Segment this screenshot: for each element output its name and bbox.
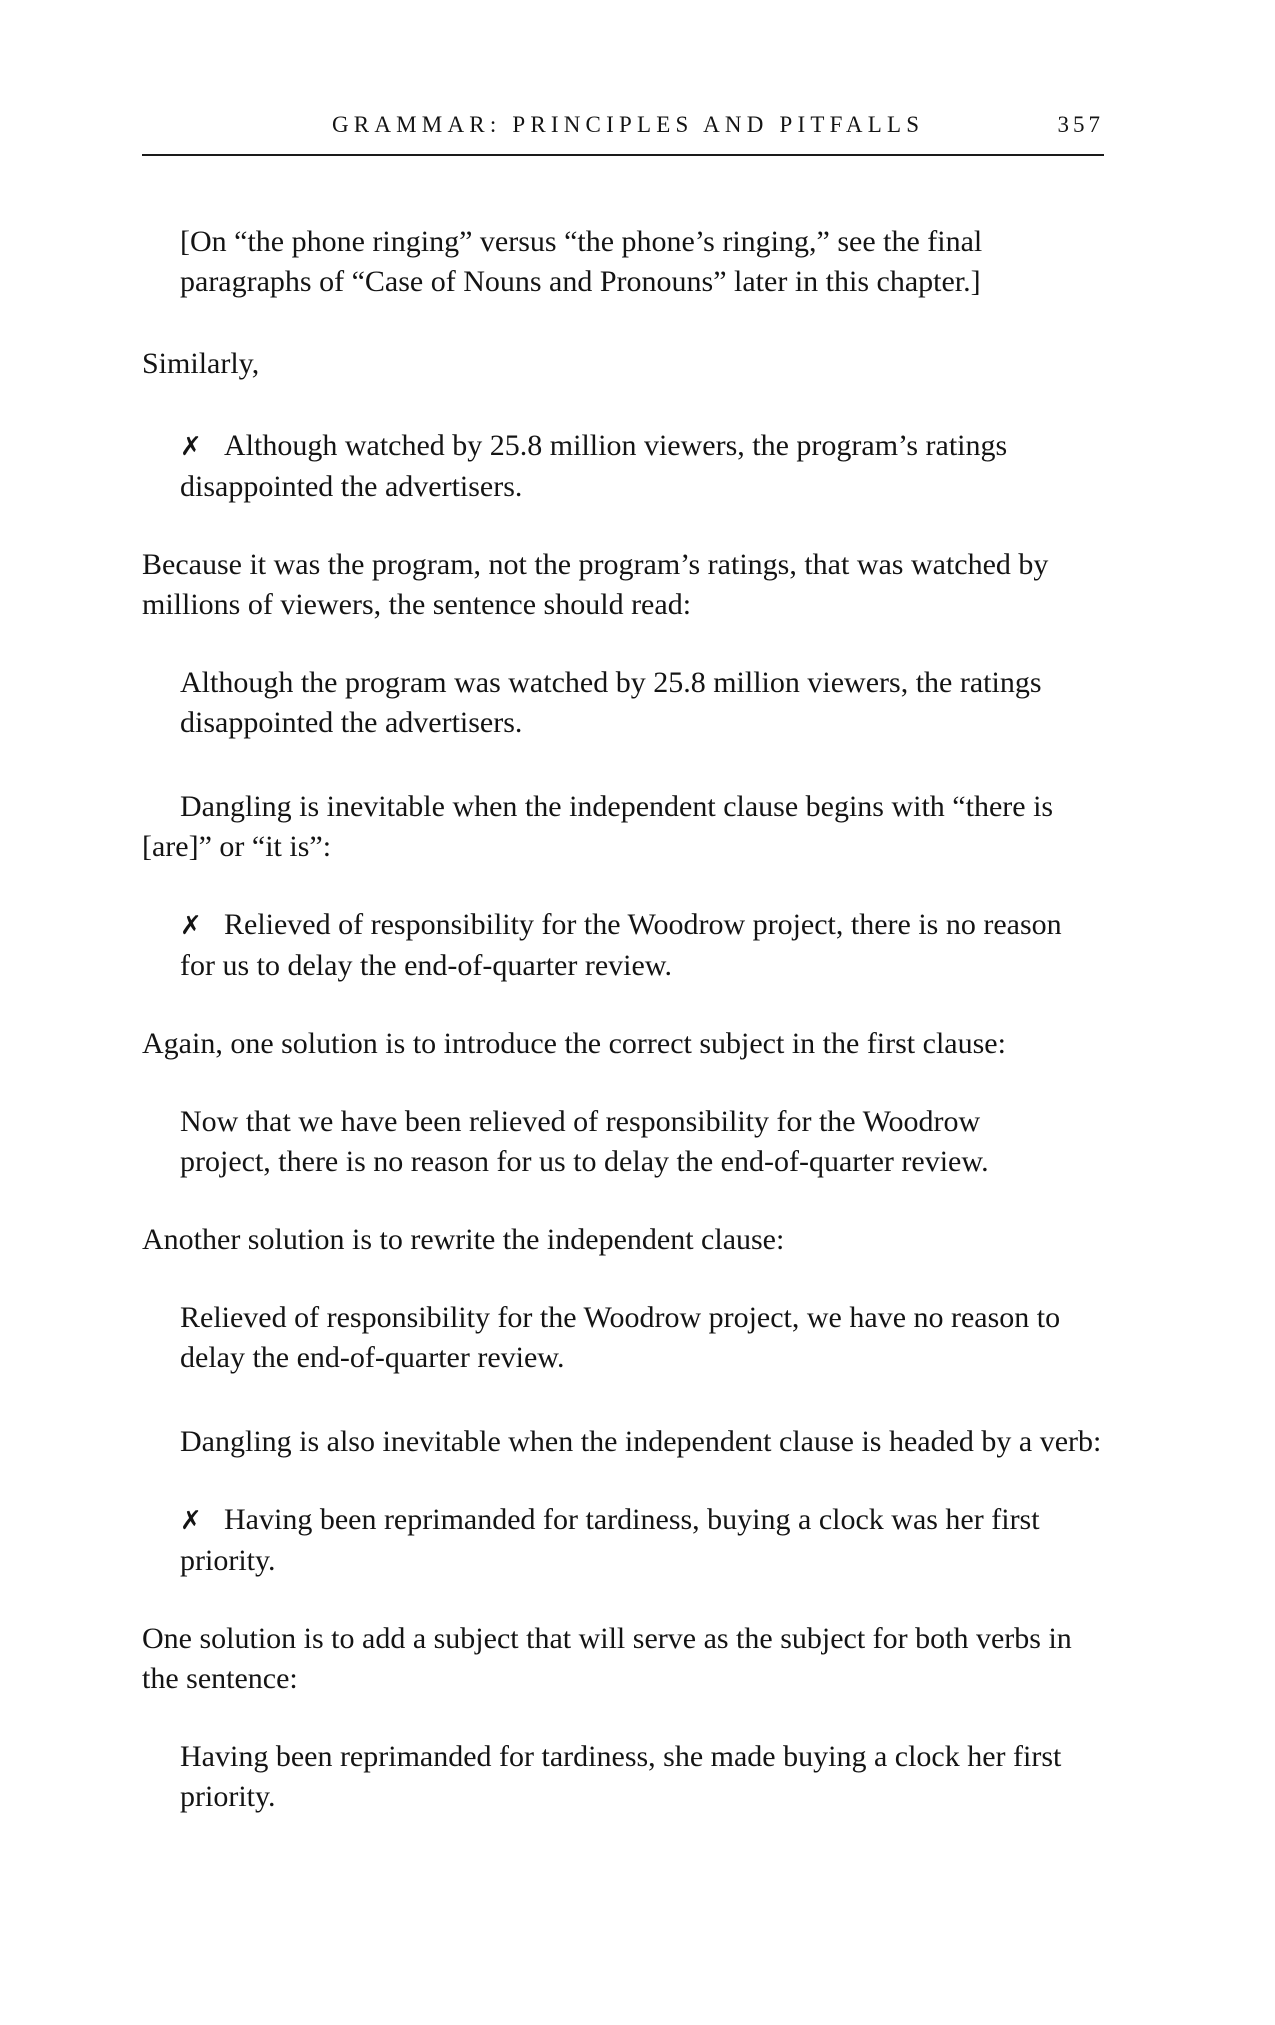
page-number: 357 — [1057, 112, 1104, 137]
incorrect-mark-icon: ✗ — [180, 1506, 202, 1536]
running-head — [142, 108, 1104, 156]
paragraph-because: Because it was the program, not the program’s ratings, that was watched by millions of viewers, the sentence should read: — [142, 548, 1049, 621]
bracketed-note: [On “the phone ringing” versus “the phone’s ringing,” see the final paragraphs of “Case of Nouns and Pronouns” later in this chapter.] — [180, 225, 983, 298]
page-body — [142, 222, 1104, 1817]
paragraph-dangling-verb: Dangling is also inevitable when the independent clause is headed by a verb: — [180, 1425, 1102, 1458]
example-correct-2a: Now that we have been relieved of responsibility for the Woodrow project, there is no reason for us to delay the end-of-quarter review. — [180, 1105, 989, 1178]
example-wrong-1-text: Although watched by 25.8 million viewers, the program’s ratings disappointed the advertisers. — [180, 429, 1008, 503]
running-title: GRAMMAR: PRINCIPLES AND PITFALLS — [332, 112, 925, 137]
example-wrong-2 — [142, 905, 1104, 986]
paragraph-similarly: Similarly, — [142, 347, 260, 380]
incorrect-mark-icon: ✗ — [180, 432, 202, 462]
paragraph-dangling-there: Dangling is inevitable when the independent clause begins with “there is [are]” or “it is”: — [142, 790, 1054, 863]
example-wrong-2-text: Relieved of responsibility for the Woodrow project, there is no reason for us to delay the end-of-quarter review. — [180, 908, 1062, 982]
paragraph-again: Again, one solution is to introduce the correct subject in the first clause: — [142, 1027, 1006, 1060]
example-wrong-1 — [142, 426, 1104, 507]
example-wrong-3 — [142, 1500, 1104, 1581]
example-wrong-3-text: Having been reprimanded for tardiness, buying a clock was her first priority. — [180, 1503, 1040, 1577]
example-correct-2b: Relieved of responsibility for the Woodrow project, we have no reason to delay the end-of-quarter review. — [180, 1301, 1061, 1374]
incorrect-mark-icon: ✗ — [180, 911, 202, 941]
example-correct-1: Although the program was watched by 25.8 million viewers, the ratings disappointed the advertisers. — [180, 666, 1042, 739]
example-correct-3: Having been reprimanded for tardiness, she made buying a clock her first priority. — [180, 1740, 1062, 1813]
paragraph-one-solution: One solution is to add a subject that will serve as the subject for both verbs in the sentence: — [142, 1622, 1072, 1695]
paragraph-another: Another solution is to rewrite the independent clause: — [142, 1223, 785, 1256]
